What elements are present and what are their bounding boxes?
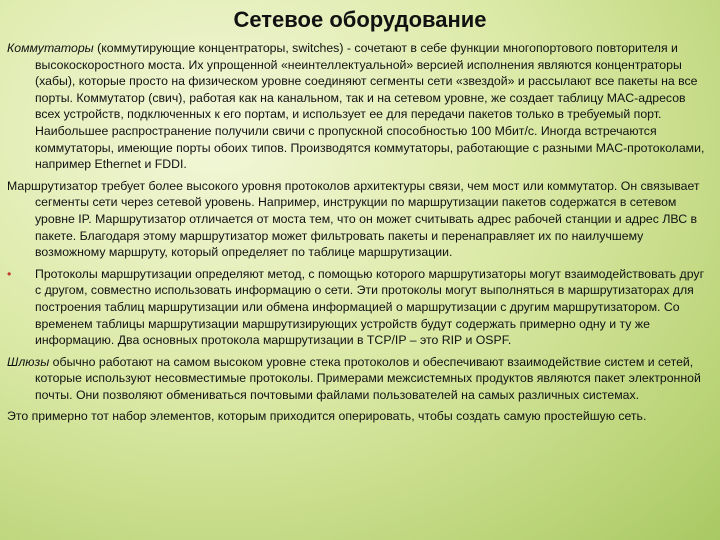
paragraph-routing-protocols-text: Протоколы маршрутизации определяют метод, с помощью которого маршрутизаторы могут взаимодействовать друг с другом, совместно использовать информацию о сети. Эти протоколы могут выполняться в маршрутизаторах для построения таблиц маршрутизации или обмена информацией о маршрутизации с другим маршрутизатором. Со временем таблицы маршрутизации маршрутизирующих устройств будут содержать примерно одну и ту же информацию. Два основных протокола маршрутизации в TCP/IP – это RIP и OSPF. bbox=[35, 266, 705, 348]
paragraph-switches-text: (коммутирующие концентраторы, switches) - сочетают в себе функции многопортового повторителя и высокоскоростного моста. Их упрощенной «неинтеллектуальной» версией исполнения являются концентраторы (хабы), которые просто на физическом уровне соединяют сегменты сети «звездой» и рассылают все пакеты на все порты. Коммутатор (свич), работая как на канальном, так и на сетевом уровне, же создает таблицу MAC-адресов всех устройств, подключенных к его портам, и использует ее для передачи пакетов только в требуемый порт. Наибольшее распространение получили свичи с пропускной способностью 100 Мбит/с. Иногда встречаются коммутаторы, имеющие порты обоих типов. Производятся коммутаторы, работающие с разными MAC-протоколами, например Ethernet и FDDI. bbox=[35, 41, 705, 172]
paragraph-router-text: Маршрутизатор требует более высокого уровня протоколов архитектуры связи, чем мост или коммутатор. Он связывает сегменты сети через сетевой уровень. Например, инструкции по маршрутизации пакетов содержатся в сетевом уровне IP. Маршрутизатор отличается от моста тем, что он может считывать адрес рабочей станции и адрес ЛВС в пакете. Благодаря этому маршрутизатор может фильтровать пакеты и перенаправляет их по наилучшему возможному маршруту, который определяет по таблице маршрутизации. bbox=[7, 178, 700, 260]
paragraph-summary-text: Это примерно тот набор элементов, которым приходится оперировать, чтобы создать самую простейшую сеть. bbox=[7, 409, 647, 424]
paragraph-switches bbox=[7, 40, 711, 173]
slide-body bbox=[7, 40, 711, 430]
paragraph-gateways-text: обычно работают на самом высоком уровне стека протоколов и обеспечивают взаимодействие систем и сетей, которые используют несовместимые протоколы. Примерами межсистемных продуктов являются пакет электронной почты. Они позволяют обмениваться почтовыми файлами пользователей на самых различных системах. bbox=[35, 354, 701, 402]
paragraph-router bbox=[7, 178, 711, 261]
paragraph-routing-protocols bbox=[7, 266, 711, 349]
term-switches: Коммутаторы bbox=[7, 41, 94, 55]
paragraph-summary bbox=[7, 408, 711, 425]
term-gateways: Шлюзы bbox=[7, 354, 50, 369]
paragraph-gateways bbox=[7, 354, 711, 404]
slide-title: Сетевое оборудование bbox=[233, 7, 487, 32]
bullet-icon: • bbox=[7, 266, 12, 281]
